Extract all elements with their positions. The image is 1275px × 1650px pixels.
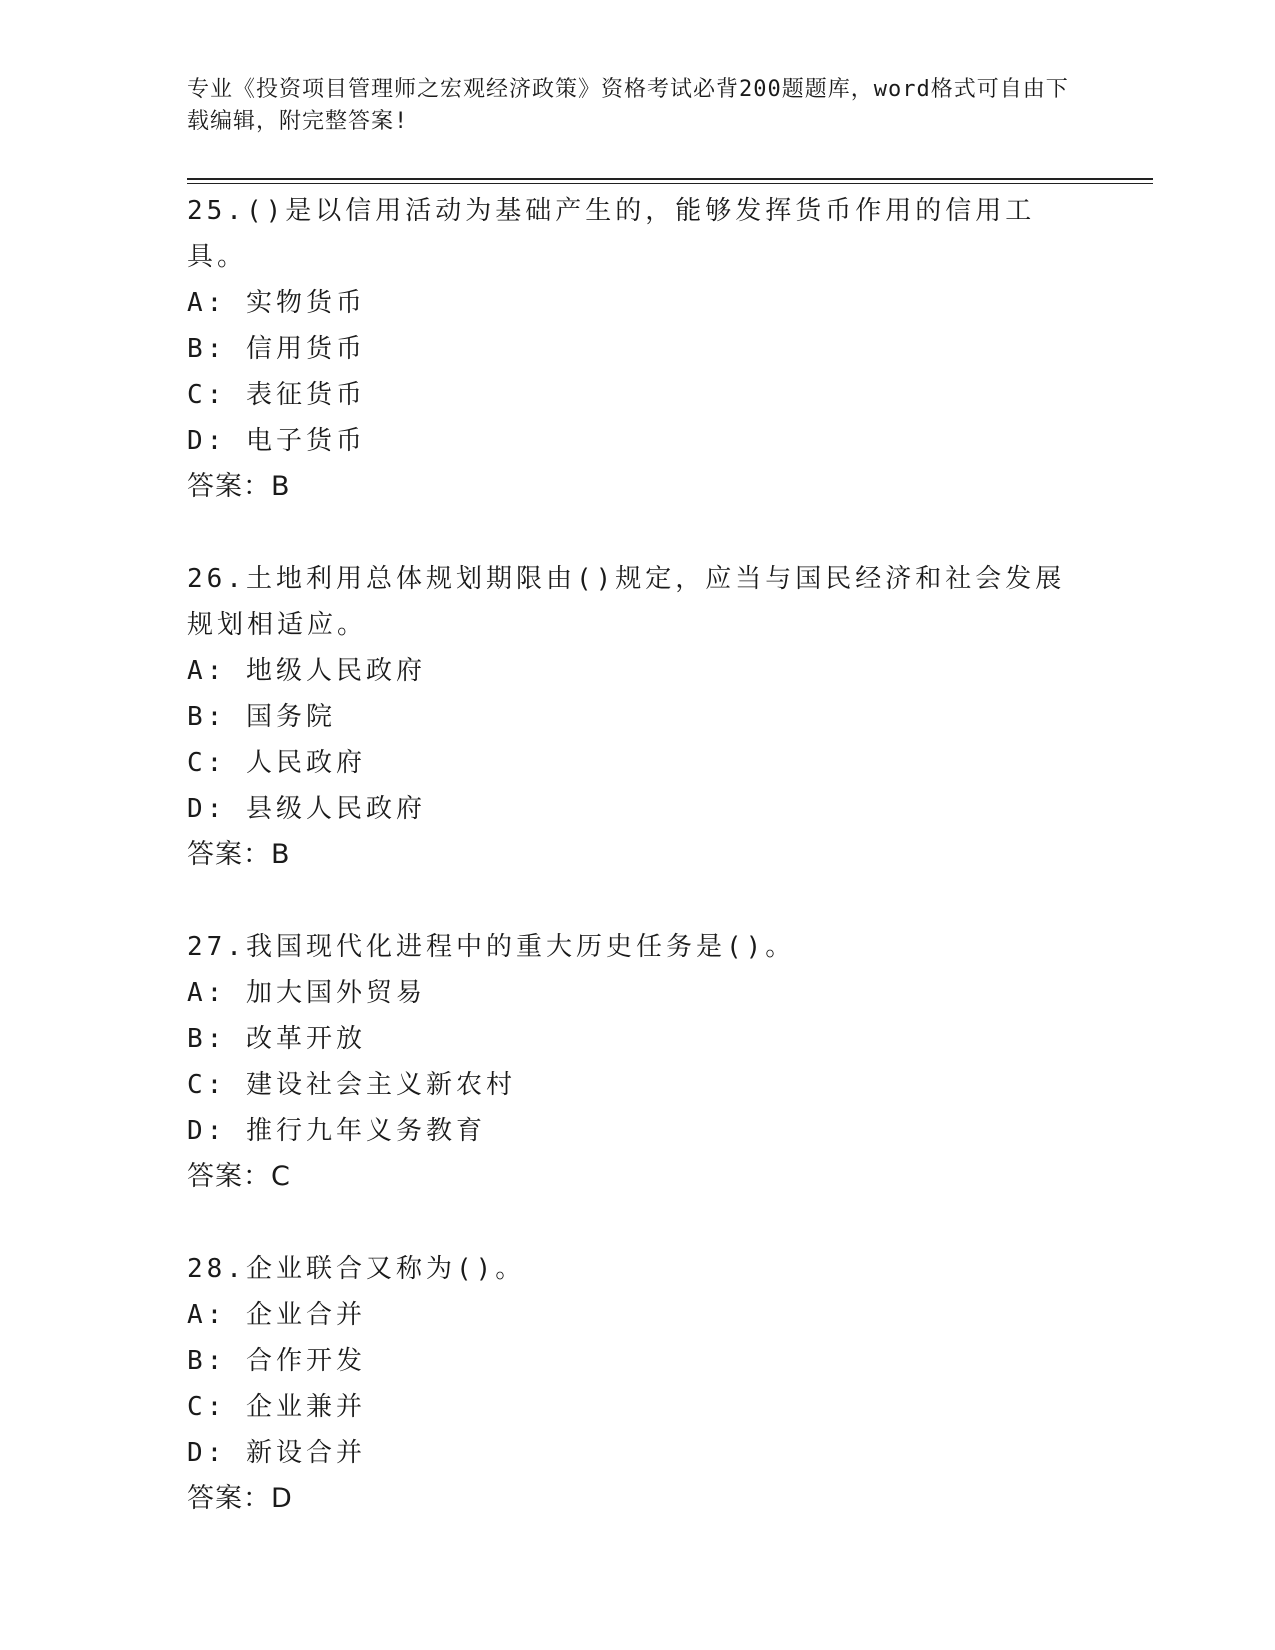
option-d: D: 电子货币 bbox=[187, 426, 366, 456]
header-divider-thin bbox=[187, 183, 1153, 184]
question-text: 28.企业联合又称为()。 bbox=[187, 1254, 526, 1284]
question-text: 25.()是以信用活动为基础产生的，能够发挥货币作用的信用工具。 bbox=[187, 196, 1036, 272]
question-26 bbox=[187, 556, 1087, 878]
question-list bbox=[187, 188, 1087, 1568]
question-25 bbox=[187, 188, 1087, 510]
option-d: D: 推行九年义务教育 bbox=[187, 1116, 486, 1146]
question-text: 26.土地利用总体规划期限由()规定，应当与国民经济和社会发展规划相适应。 bbox=[187, 564, 1066, 640]
option-d: D: 县级人民政府 bbox=[187, 794, 426, 824]
option-c: C: 人民政府 bbox=[187, 748, 366, 778]
option-c: C: 表征货币 bbox=[187, 380, 366, 410]
option-a: A: 企业合并 bbox=[187, 1300, 366, 1330]
answer-line: 答案：D bbox=[187, 1483, 293, 1514]
option-a: A: 实物货币 bbox=[187, 288, 366, 318]
option-c: C: 企业兼并 bbox=[187, 1392, 366, 1422]
option-c: C: 建设社会主义新农村 bbox=[187, 1070, 516, 1100]
option-b: B: 信用货币 bbox=[187, 334, 366, 364]
answer-line: 答案：B bbox=[187, 839, 291, 870]
option-b: B: 合作开发 bbox=[187, 1346, 366, 1376]
option-a: A: 地级人民政府 bbox=[187, 656, 426, 686]
question-text: 27.我国现代化进程中的重大历史任务是()。 bbox=[187, 932, 796, 962]
option-b: B: 国务院 bbox=[187, 702, 336, 732]
header-divider-thick bbox=[187, 178, 1153, 180]
option-a: A: 加大国外贸易 bbox=[187, 978, 426, 1008]
question-27 bbox=[187, 924, 1087, 1200]
option-b: B: 改革开放 bbox=[187, 1024, 366, 1054]
answer-line: 答案：B bbox=[187, 471, 291, 502]
question-28 bbox=[187, 1246, 1087, 1522]
answer-line: 答案：C bbox=[187, 1161, 291, 1192]
document-header: 专业《投资项目管理师之宏观经济政策》资格考试必背200题题库，word格式可自由下载编辑，附完整答案! bbox=[187, 77, 1069, 134]
option-d: D: 新设合并 bbox=[187, 1438, 366, 1468]
